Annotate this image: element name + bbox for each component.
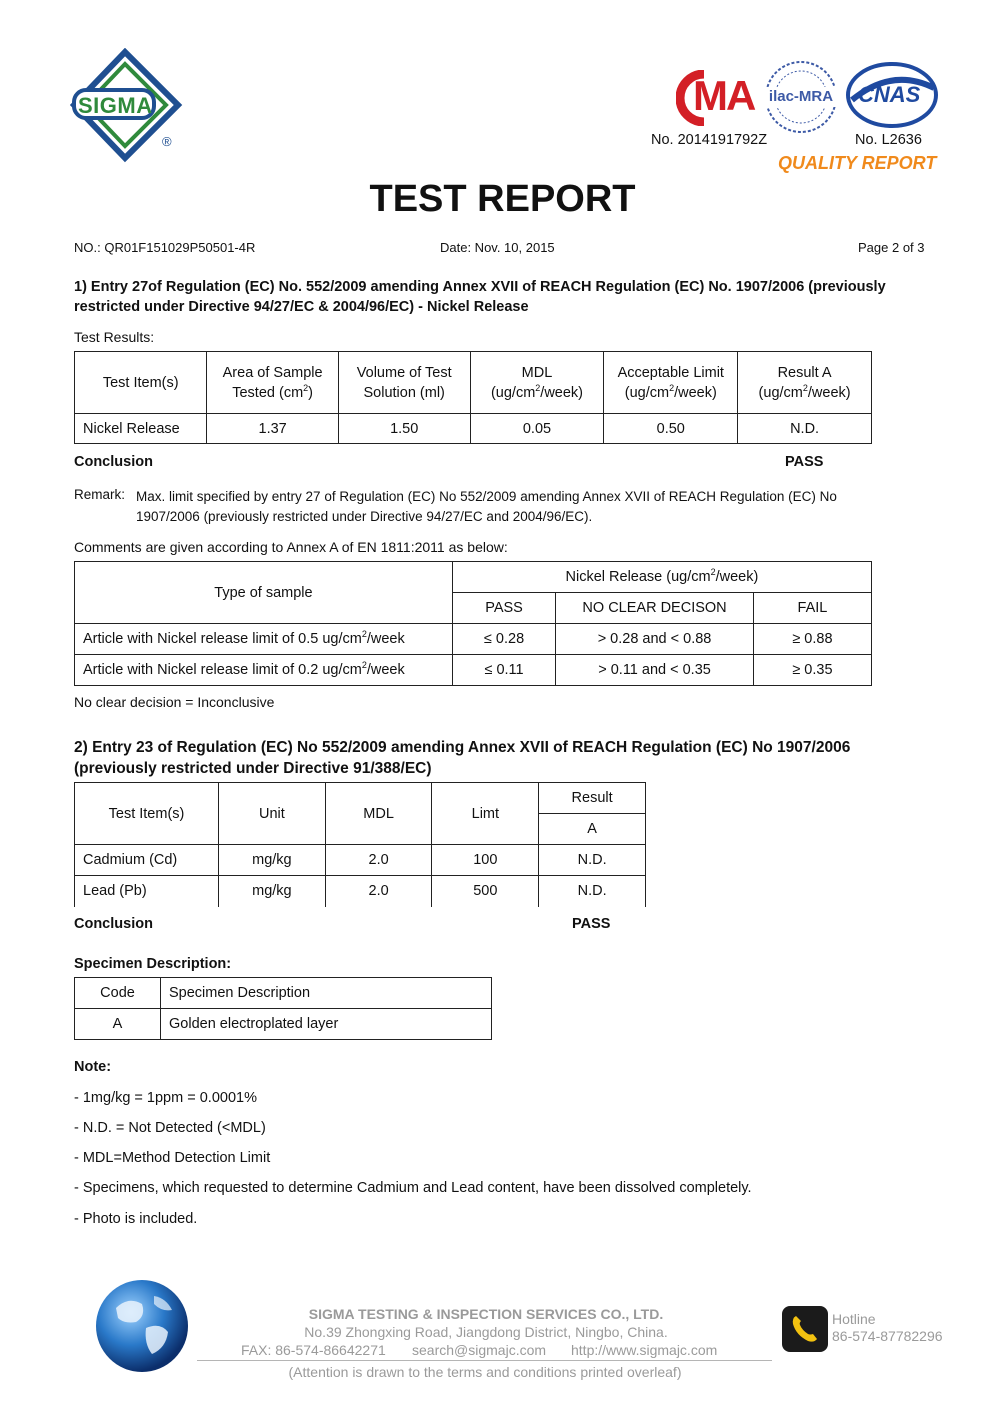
cell-limit: 100 — [432, 845, 539, 876]
section2-heading — [74, 737, 850, 779]
specimen-table — [74, 977, 492, 1040]
area-header-sup: 2 — [303, 382, 309, 393]
sample-type-text: Article with Nickel release limit of 0.5 ug/cm — [83, 631, 362, 647]
note-item: - 1mg/kg = 1ppm = 0.0001% — [74, 1090, 257, 1106]
registered-mark: ® — [162, 134, 172, 149]
result-header-unit: (ug/cm — [758, 384, 803, 401]
hotline-label: Hotline — [832, 1311, 876, 1327]
cnas-logo-text: CNAS — [858, 82, 921, 107]
notes-title: Note: — [74, 1059, 112, 1075]
table-row — [75, 624, 872, 655]
cell-limit: 0.50 — [604, 414, 738, 444]
cma-number: No. 2014191792Z — [651, 132, 768, 148]
table-row — [75, 414, 872, 444]
col-header-test-item: Test Item(s) — [75, 352, 207, 414]
phone-icon — [781, 1305, 829, 1353]
remark-line2: 1907/2006 (previously restricted under Directive 94/27/EC and 2004/96/EC). — [136, 509, 593, 524]
page-number: Page 2 of 3 — [858, 240, 925, 255]
sample-type-cell — [75, 624, 453, 655]
description-cell: Golden electroplated layer — [161, 1009, 492, 1040]
col-header-area — [207, 352, 338, 414]
footer-company: SIGMA TESTING & INSPECTION SERVICES CO., LTD. — [308, 1306, 664, 1322]
section2-conclusion-label: Conclusion — [74, 916, 153, 932]
cma-logo — [676, 70, 755, 126]
col-header-result-a: A — [539, 814, 646, 845]
cell-test-item: Lead (Pb) — [75, 876, 219, 907]
cnas-number: No. L2636 — [855, 132, 922, 148]
footer-address: No.39 Zhongxing Road, Jiangdong District, Ningbo, China. — [304, 1324, 668, 1340]
sample-type-tail: /week — [366, 662, 405, 678]
page-title: TEST REPORT — [369, 178, 636, 220]
mdl-header-unit: (ug/cm — [490, 384, 536, 401]
pass-cell: ≤ 0.28 — [452, 624, 555, 655]
cell-limit: 500 — [432, 876, 539, 907]
cell-test-item: Cadmium (Cd) — [75, 845, 219, 876]
section2-heading-line1: 2) Entry 23 of Regulation (EC) No 552/2009 amending Annex XVII of REACH Regulation (EC) No 1907/2006 — [74, 739, 851, 756]
mdl-header-sup: 2 — [535, 382, 541, 393]
cell-result: N.D. — [539, 876, 646, 907]
remark-label: Remark: — [74, 487, 126, 502]
comments-text: Comments are given according to Annex A of EN 1811:2011 as below: — [74, 539, 508, 555]
table-row — [75, 655, 872, 686]
section2-heading-line2: (previously restricted under Directive 91/388/EC) — [74, 760, 432, 777]
sample-type-sup: 2 — [361, 629, 367, 640]
report-number: NO.: QR01F151029P50501-4R — [74, 240, 256, 255]
no-clear-decision-header: NO CLEAR DECISON — [556, 593, 754, 624]
sigma-logo-text: SIGMA — [78, 93, 153, 118]
nickel-comments-table — [74, 561, 872, 686]
col-header-limit: Limt — [432, 783, 539, 845]
footer-fax: FAX: 86-574-86642271 — [241, 1342, 386, 1358]
pass-cell: ≤ 0.11 — [452, 655, 555, 686]
limit-header-unit: (ug/cm — [624, 384, 670, 401]
heavy-metals-table — [74, 782, 646, 907]
note-item: - Specimens, which requested to determine Cadmium and Lead content, have been dissolved completely. — [74, 1180, 752, 1196]
code-header: Code — [75, 978, 161, 1009]
nickel-release-header-tail: /week) — [715, 569, 759, 585]
nickel-release-header — [452, 562, 871, 593]
col-header-volume — [338, 352, 470, 414]
unclear-cell: > 0.28 and < 0.88 — [556, 624, 754, 655]
cma-logo-text: MA — [693, 72, 755, 119]
col-header-test-item: Test Item(s) — [75, 783, 219, 845]
area-header-line1: Area of Sample — [222, 364, 323, 381]
result-header-line1: Result A — [777, 364, 832, 381]
cell-result: N.D. — [738, 414, 872, 444]
table-row — [75, 1009, 492, 1040]
nickel-release-header-sup: 2 — [710, 567, 716, 578]
test-results-label: Test Results: — [74, 329, 155, 345]
limit-header-line1: Acceptable Limit — [617, 364, 724, 381]
description-header: Specimen Description — [161, 978, 492, 1009]
section1-heading-line1: 1) Entry 27of Regulation (EC) No. 552/2009 amending Annex XVII of REACH Regulation (EC) No. 1907/2006 (previously — [74, 279, 886, 295]
area-header-line2: Tested (cm — [232, 384, 304, 401]
mdl-header-line1: MDL — [521, 364, 553, 381]
footer-divider — [197, 1360, 772, 1361]
section1-heading-line2: restricted under Directive 94/27/EC & 2004/96/EC) - Nickel Release — [74, 299, 529, 315]
ilac-mra-logo — [762, 60, 840, 134]
col-header-limit — [604, 352, 738, 414]
section1-conclusion-label: Conclusion — [74, 454, 153, 470]
sample-type-text: Article with Nickel release limit of 0.2 ug/cm — [83, 662, 362, 678]
col-header-mdl: MDL — [325, 783, 432, 845]
limit-header-unit-tail: /week) — [674, 384, 717, 401]
section1-conclusion-value: PASS — [785, 454, 824, 470]
cell-test-item: Nickel Release — [75, 414, 207, 444]
sample-type-cell — [75, 655, 453, 686]
code-cell: A — [75, 1009, 161, 1040]
note-item: - Photo is included. — [74, 1211, 198, 1227]
section1-heading — [74, 277, 886, 317]
cell-area: 1.37 — [207, 414, 338, 444]
footer-attention: (Attention is drawn to the terms and conditions printed overleaf) — [288, 1364, 682, 1380]
quality-report-label: QUALITY REPORT — [778, 153, 937, 173]
sample-type-sup: 2 — [361, 660, 367, 671]
cell-unit: mg/kg — [219, 845, 326, 876]
cell-unit: mg/kg — [219, 876, 326, 907]
cell-mdl: 0.05 — [470, 414, 604, 444]
col-header-result: Result — [539, 783, 646, 814]
volume-header-line2: Solution (ml) — [363, 384, 445, 401]
unclear-cell: > 0.11 and < 0.35 — [556, 655, 754, 686]
specimen-title: Specimen Description: — [74, 956, 232, 972]
nickel-release-header-text: Nickel Release (ug/cm — [565, 569, 711, 585]
col-header-mdl — [470, 352, 604, 414]
fail-cell: ≥ 0.35 — [753, 655, 871, 686]
hotline-number: 86-574-87782296 — [832, 1328, 943, 1344]
no-clear-decision-note: No clear decision = Inconclusive — [74, 694, 275, 710]
col-header-result — [738, 352, 872, 414]
fail-header: FAIL — [753, 593, 871, 624]
mdl-header-unit-tail: /week) — [540, 384, 584, 401]
area-header-close: ) — [308, 384, 314, 401]
footer-website[interactable]: http://www.sigmajc.com — [571, 1342, 718, 1358]
limit-header-sup: 2 — [669, 382, 675, 393]
table-row — [75, 876, 646, 907]
remark-line1: Max. limit specified by entry 27 of Regulation (EC) No 552/2009 amending Annex XVII of REACH Regulation (EC) No — [136, 489, 837, 504]
footer-email[interactable]: search@sigmajc.com — [412, 1342, 547, 1358]
remark-text — [136, 487, 936, 527]
volume-header-line1: Volume of Test — [356, 364, 452, 381]
col-header-unit: Unit — [219, 783, 326, 845]
result-header-sup: 2 — [802, 382, 808, 393]
report-date: Date: Nov. 10, 2015 — [440, 240, 555, 255]
fail-cell: ≥ 0.88 — [753, 624, 871, 655]
nickel-results-table — [74, 351, 872, 444]
section2-conclusion-value: PASS — [572, 916, 611, 932]
cell-mdl: 2.0 — [325, 845, 432, 876]
pass-header: PASS — [452, 593, 555, 624]
note-item: - MDL=Method Detection Limit — [74, 1150, 271, 1166]
cnas-logo — [846, 62, 938, 128]
ilac-mra-text: ilac-MRA — [768, 88, 834, 105]
cell-volume: 1.50 — [338, 414, 470, 444]
type-of-sample-header: Type of sample — [75, 562, 453, 624]
note-item: - N.D. = Not Detected (<MDL) — [74, 1120, 266, 1136]
cell-mdl: 2.0 — [325, 876, 432, 907]
sigma-logo — [70, 48, 185, 163]
cell-result: N.D. — [539, 845, 646, 876]
table-row — [75, 845, 646, 876]
sample-type-tail: /week — [366, 631, 405, 647]
result-header-unit-tail: /week) — [807, 384, 851, 401]
